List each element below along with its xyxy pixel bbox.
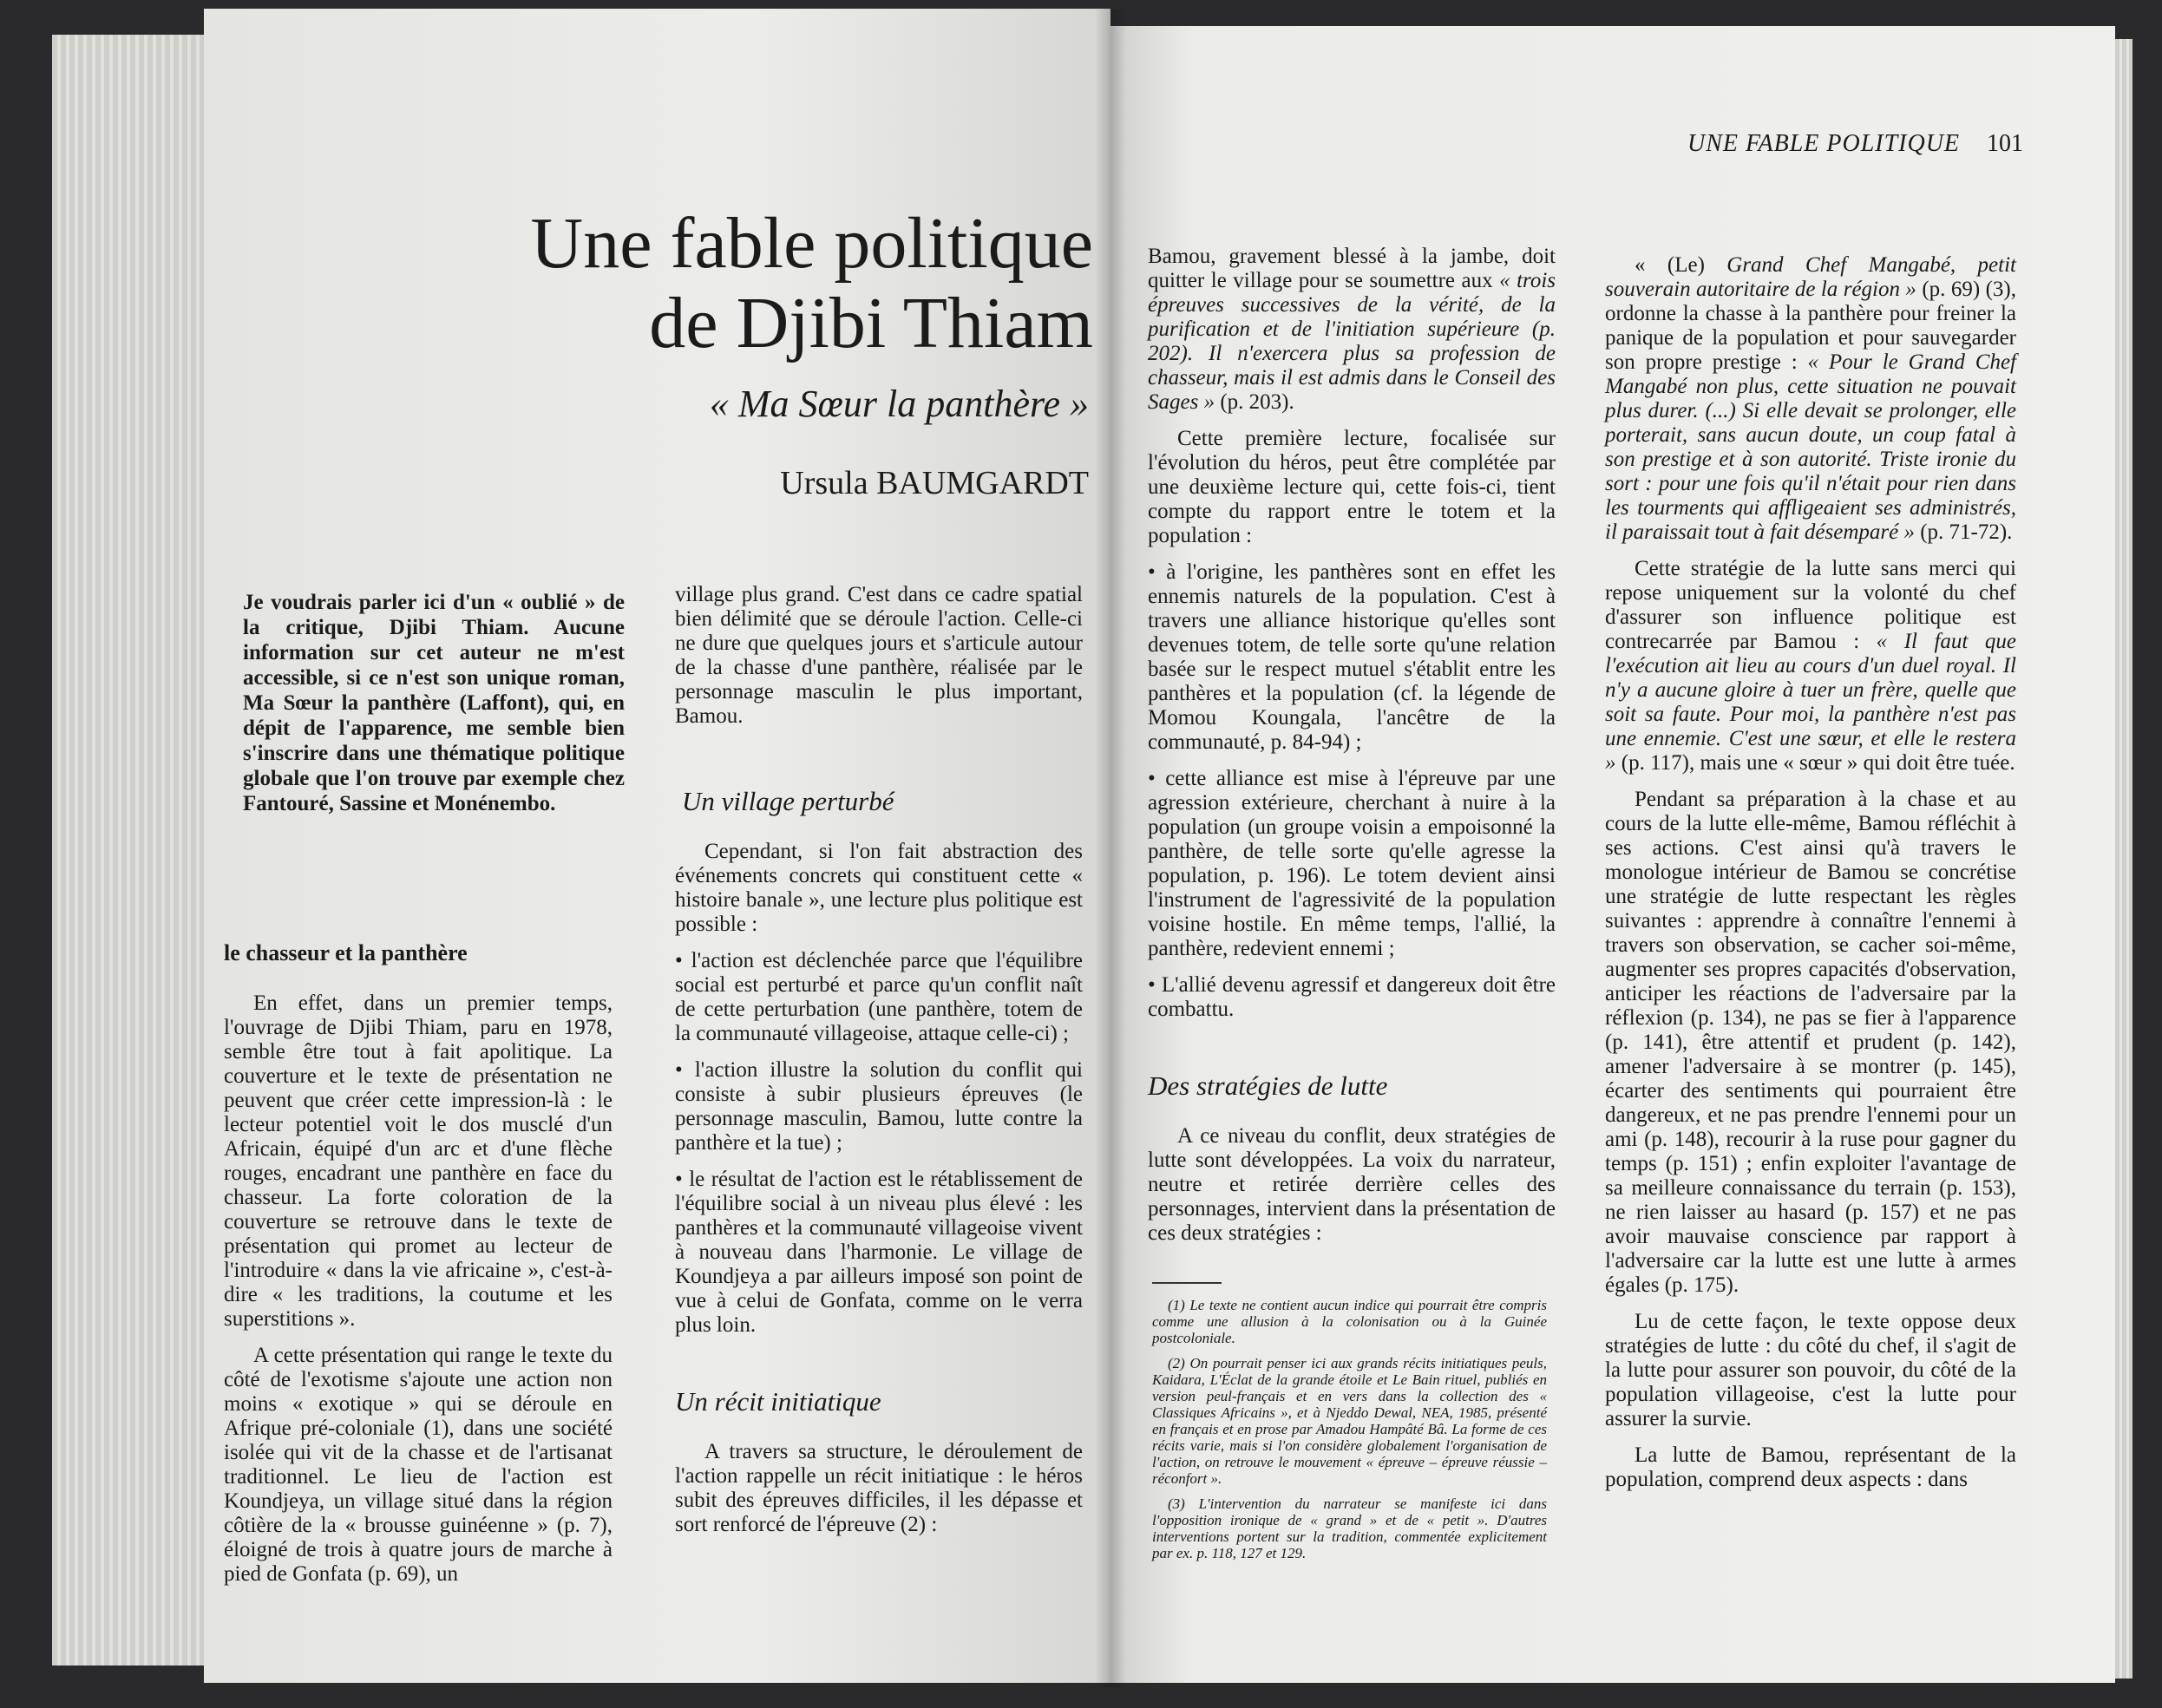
article-author: Ursula BAUMGARDT — [780, 465, 1089, 501]
col4-p0-ref: (p. 71-72). — [1914, 520, 2013, 544]
page-number: 101 — [1987, 130, 2023, 157]
col3-paragraph-0 — [1148, 245, 1556, 415]
col2-bullet-2: • l'action illustre la solution du conflit qui consiste à subir plusieurs épreuves (le personnage masculin, Bamou, lutte contre la panthère et la tue) ; — [675, 1058, 1083, 1155]
intro-paragraph: Je voudrais parler ici d'un « oublié » de la critique, Djibi Thiam. Aucune information sur cet auteur ne m'est accessible, si ce n'est son unique roman, Ma Sœur la panthère (Laffont), qui, en dépit de l'apparence, me semble bien s'inscrire dans une thématique politique globale que l'on trouve par exemple chez Fantouré, Sassine et Monénembo. — [243, 591, 625, 815]
column-2 — [675, 583, 1083, 1549]
title-line-1: Une fable politique — [530, 203, 1093, 284]
col4-paragraph-1 — [1605, 557, 2016, 775]
col4-p1-end: (p. 117), mais une « sœur » qui doit être tuée. — [1615, 751, 2015, 775]
footnote-3: (3) L'intervention du narrateur se manifeste ici dans l'opposition ironique de « grand » et de « petit ». D'autres interventions portent sur la tradition, commentée explicitement par ex. p. 118, 127 et 129. — [1152, 1495, 1547, 1561]
col1-paragraph-1: En effet, dans un premier temps, l'ouvrage de Djibi Thiam, paru en 1978, semble être tout à fait apolitique. La couverture et le texte de présentation ne peuvent que créer cette impression-là : le lecteur potentiel voit le dos musclé d'un Africain, équipé d'un arc et d'une flèche rouges, encadrant une panthère en face du chasseur. La forte coloration de la couverture se retrouve dans le texte de présentation qui promet au lecteur de l'introduire « dans la vie africaine », c'est-à-dire « les traditions, la coutume et les superstitions ». — [224, 991, 613, 1331]
col4-p0-quote2: « Pour le Grand Chef Mangabé non plus, cette situation ne pouvait plus durer. (...) Si elle devait se prolonger, elle porterait, sans aucun doute, un coup fatal à son prestige et à son autorité. Triste ironie du sort : pour une fois qu'il n'était pour rien dans les tourments qui affligeaient ses administrés, il paraissait tout à fait désemparé » — [1605, 350, 2017, 544]
col3-paragraph-1: Cette première lecture, focalisée sur l'évolution du héros, peut être complétée par une deuxième lecture qui, cette fois-ci, tient compte du rapport entre le totem et la population : — [1148, 427, 1556, 547]
left-page-stack — [52, 35, 208, 1665]
article-subtitle: « Ma Sœur la panthère » — [709, 383, 1089, 425]
title-line-2: de Djibi Thiam — [649, 283, 1093, 363]
col4-paragraph-3: Lu de cette façon, le texte oppose deux stratégies de lutte : du côté du chef, il s'agit de la lutte pour assurer son pouvoir, du côté de la population villageoise, c'est la lutte pour assurer la survie. — [1605, 1310, 2016, 1430]
col4-p0-mid: (p. 69) (3), ordonne la chasse à la panthère pour freiner la panique de la population et pour sauvegarder son propre prestige : — [1605, 278, 2016, 374]
col2-bullet-3: • le résultat de l'action est le rétablissement de l'équilibre social à un niveau plus élevé : les panthères et la communauté villageoise vivent à nouveau dans l'harmonie. Le village de Koundjeya a par ailleurs imposé son point de vue à celui de Gonfata, comme on le verra plus loin. — [675, 1168, 1083, 1337]
column-1 — [224, 941, 613, 1599]
col4-p1-text: Cette stratégie de la lutte sans merci qui repose uniquement sur la volonté du chef d'assurer son influence politique est contrecarrée par Bamou : — [1605, 557, 2016, 653]
col3-bullet-1: • à l'origine, les panthères sont en effet les ennemis naturels de la population. C'est à travers une alliance historique qu'elles sont devenues totem, de telle sorte qu'une relation basée sur le respect mutuel s'établit entre les panthères et la population (cf. la légende de Momou Koungala, l'ancêtre de la communauté, p. 84-94) ; — [1148, 560, 1556, 754]
col3-paragraph-2: A ce niveau du conflit, deux stratégies de lutte sont développées. La voix du narrateur, neutre et retirée derrière celles des personnages, intervient dans la présentation de ces deux stratégies : — [1148, 1124, 1556, 1245]
col3-heading: Des stratégies de lutte — [1148, 1070, 1388, 1101]
col2-bullet-1: • l'action est déclenchée parce que l'équilibre social est perturbé et parce qu'un conflit naît de cette perturbation (une panthère, totem de la communauté villageoise, attaque celle-ci) ; — [675, 949, 1083, 1045]
footnote-rule — [1152, 1282, 1222, 1284]
col2-paragraph-2: A travers sa structure, le déroulement de l'action rappelle un récit initiatique : le héros subit des épreuves difficiles, il les dépasse et sort renforcé de l'épreuve (2) : — [675, 1440, 1083, 1536]
book-spine — [1095, 9, 1126, 1687]
column-4 — [1605, 253, 2016, 1504]
col4-p0-quote1: Grand Chef Mangabé, petit souverain autoritaire de la région » — [1605, 253, 2016, 301]
col4-p0-open: « (Le) — [1635, 253, 1727, 277]
col3-p0-ref: (p. 203). — [1215, 390, 1294, 414]
col4-p1-quote: « Il faut que l'exécution ait lieu au cours d'un duel royal. Il n'y a aucune gloire à tuer un frère, quelle que soit sa faute. Pour moi, la panthère n'est pas une ennemie. C'est une sœur, et elle le restera » — [1605, 630, 2016, 775]
footnote-1: (1) Le texte ne contient aucun indice qui pourrait être compris comme une allusion à la colonisation ou à la Guinée postcoloniale. — [1152, 1297, 1547, 1346]
col3-p0-quote: « trois épreuves successives de la vérité, de la purification et de l'initiation supérieure (p. 202). Il n'exercera plus sa profession de chasseur, mais il est admis dans le Conseil des Sages » — [1148, 269, 1556, 414]
col2-paragraph-1: Cependant, si l'on fait abstraction des événements concrets qui constituent cette « histoire banale », une lecture plus politique est possible : — [675, 840, 1083, 936]
col3-bullet-2: • cette alliance est mise à l'épreuve par une agression extérieure, cherchant à nuire à la population (un groupe voisin a empoisonné la panthère, de telle sorte qu'elle agresse la population, p. 196). Le totem devient ainsi l'instrument de l'agressivité de la population voisine hostile. En même temps, l'allié, la panthère, redevient ennemi ; — [1148, 767, 1556, 960]
col4-paragraph-2: Pendant sa préparation à la chase et au cours de la lutte elle-même, Bamou réfléchit à ses actions. C'est ainsi qu'à travers le monologue intérieur de Bamou se concrétise une stratégie de lutte respectant les règles suivantes : apprendre à connaître l'ennemi à travers son observation, se cacher soi-même, augmenter ses propres capacités d'observation, anticiper les réactions de l'adversaire par la réflexion (p. 134), ne pas se fier à l'apparence (p. 141), être attentif et prudent (p. 142), amener l'adversaire à se montrer (p. 145), écarter des sentiments qui pourraient être dangereux, et ne pas prendre l'ennemi pour un ami (p. 148), recourir à la ruse pour gagner du temps (p. 151) ; enfin exploiter l'avantage de sa meilleure connaissance du terrain (p. 153), ne rien laisser au hasard (p. 157) et ne pas avoir mauvaise conscience par rapport à l'adversaire car la lutte est une lutte à armes égales (p. 175). — [1605, 788, 2016, 1297]
footnote-2: (2) On pourrait penser ici aux grands récits initiatiques peuls, Kaidara, L'Éclat de la grande étoile et Le Bain rituel, publiés en version peul-français et en vers dans la collection des « Classiques Africains », et à Njeddo Dewal, NEA, 1985, présenté en français et en prose par Amadou Hampâté Bâ. La forme de ces récits varie, mais si l'on considère globalement l'organisation de l'action, on retrouve le mouvement « épreuve – épreuve réussie – réconfort ». — [1152, 1355, 1547, 1487]
running-title: UNE FABLE POLITIQUE — [1687, 130, 1961, 157]
col1-paragraph-2: A cette présentation qui range le texte du côté de l'exotisme s'ajoute une action non moins « exotique » qui se déroule en Afrique pré-coloniale (1), dans une société isolée qui vit de la chasse et de l'artisanat traditionnel. Le lieu de l'action est Koundjeya, un village situé dans la région côtière de la « brousse guinéenne » (p. 7), éloigné de trois à quatre jours de marche à pied de Gonfata (p. 69), un — [224, 1344, 613, 1586]
article-title — [468, 204, 1093, 363]
col4-paragraph-0 — [1605, 253, 2016, 545]
col4-paragraph-4: La lutte de Bamou, représentant de la population, comprend deux aspects : dans — [1605, 1443, 2016, 1491]
col2-paragraph-0: village plus grand. C'est dans ce cadre spatial bien délimité que se déroule l'action. Celle-ci ne dure que quelques jours et s'articule autour de la chasse d'une panthère, réalisée par le personnage masculin le plus important, Bamou. — [675, 583, 1083, 728]
col2-heading-2: Un récit initiatique — [675, 1386, 881, 1417]
col2-heading-1: Un village perturbé — [682, 786, 894, 816]
column-3 — [1148, 245, 1556, 1258]
col3-p0-text: Bamou, gravement blessé à la jambe, doit quitter le village pour se soumettre aux — [1148, 245, 1556, 292]
col3-bullet-3: • L'allié devenu agressif et dangereux doit être combattu. — [1148, 973, 1556, 1021]
col1-heading: le chasseur et la panthère — [224, 940, 468, 965]
footnotes — [1152, 1297, 1547, 1570]
